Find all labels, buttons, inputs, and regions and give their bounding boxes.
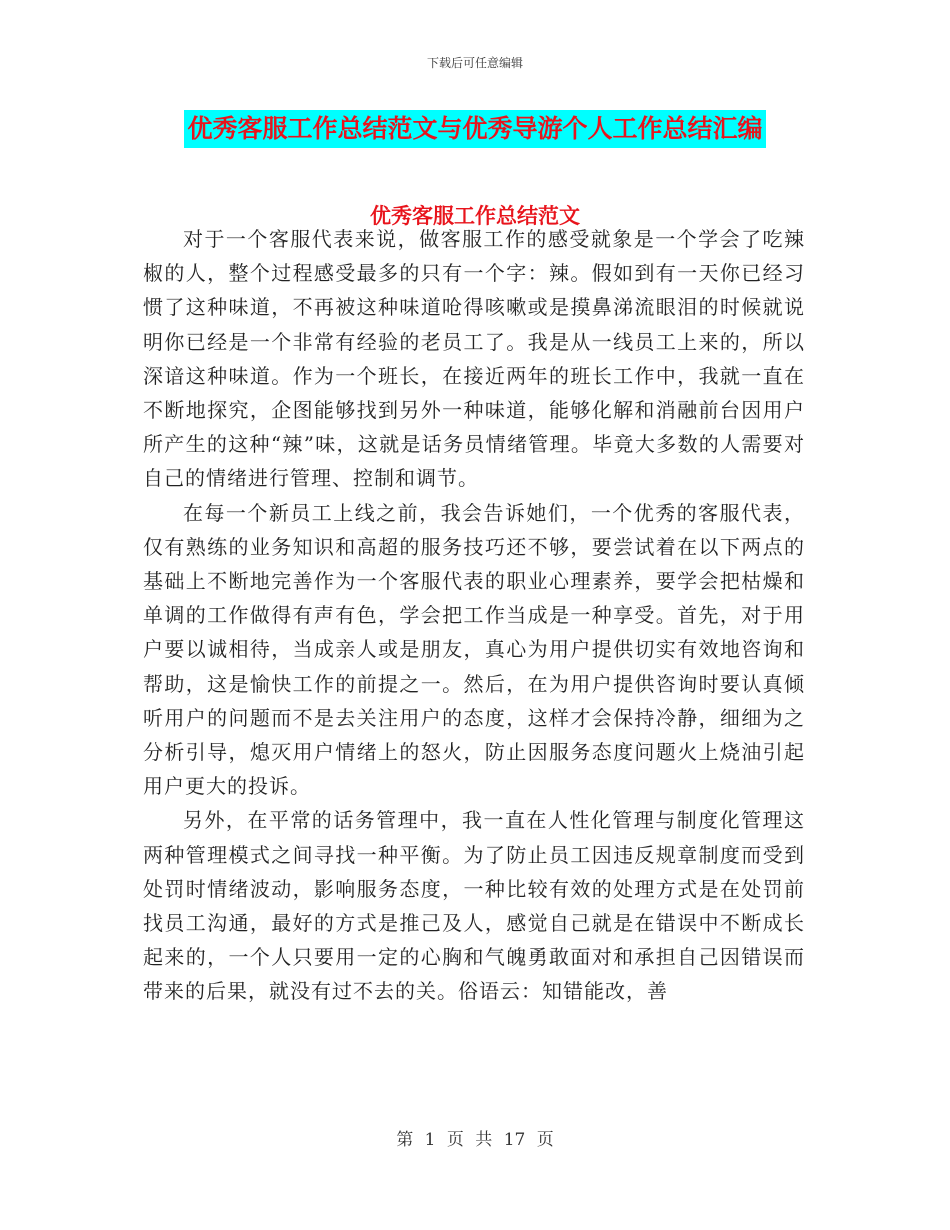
paragraph: 对于一个客服代表来说，做客服工作的感受就象是一个学会了吃辣椒的人，整个过程感受最多的只有一个字：辣。假如到有一天你已经习惯了这种味道，不再被这种味道呛得咳嗽或是摸鼻涕流眼泪的时候就说明你已经是一个非常有经验的老员工了。我是从一线员工上来的，所以深谙这种味道。作为一个班长，在接近两年的班长工作中，我就一直在不断地探究，企图能够找到另外一种味道，能够化解和消融前台因用户所产生的这种“辣”味，这就是话务员情绪管理。毕竟大多数的人需要对自己的情绪进行管理、控制和调节。 [143, 227, 805, 491]
document-title: 优秀客服工作总结范文与优秀导游个人工作总结汇编 [184, 110, 765, 148]
paragraph: 在每一个新员工上线之前，我会告诉她们，一个优秀的客服代表，仅有熟练的业务知识和高超的服务技巧还不够，要尝试着在以下两点的基础上不断地完善作为一个客服代表的职业心理素养，要学会把枯燥和单调的工作做得有声有色，学会把工作当成是一种享受。首先，对于用户要以诚相待，当成亲人或是朋友，真心为用户提供切实有效地咨询和帮助，这是愉快工作的前提之一。然后，在为用户提供咨询时要认真倾听用户的问题而不是去关注用户的态度，这样才会保持冷静，细细为之分析引导，熄灭用户情绪上的怒火，防止因服务态度问题火上烧油引起用户更大的投诉。 [143, 500, 805, 799]
section-title: 优秀客服工作总结范文 [370, 204, 580, 228]
document-title-container [0, 110, 950, 148]
document-body [143, 222, 805, 1009]
paragraph: 另外，在平常的话务管理中，我一直在人性化管理与制度化管理这两种管理模式之间寻找一种平衡。为了防止员工因违反规章制度而受到处罚时情绪波动，影响服务态度，一种比较有效的处理方式是在处罚前找员工沟通，最好的方式是推己及人，感觉自己就是在错误中不断成长起来的，一个人只要用一定的心胸和气魄勇敢面对和承担自己因错误而带来的后果，就没有过不去的关。俗语云：知错能改，善 [143, 808, 805, 1004]
page-number-footer: 第 1 页 共 17 页 [396, 1130, 554, 1150]
header-note: 下载后可任意编辑 [426, 56, 523, 70]
